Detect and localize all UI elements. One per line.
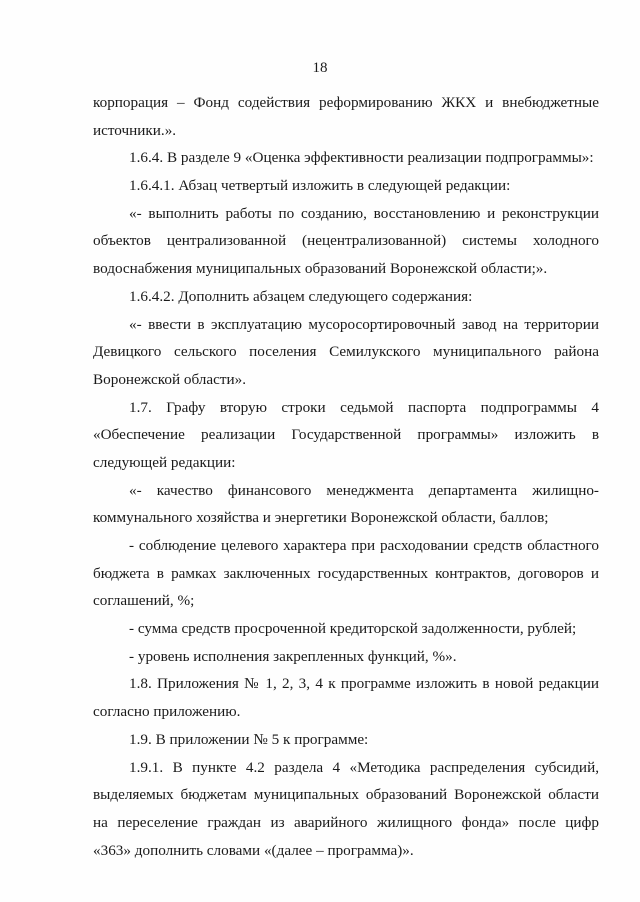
text-line: 1.6.4.1. Абзац четвертый изложить в следующей редакции: — [129, 177, 511, 195]
text-line: - соблюдение целевого характера при расходовании средств областного — [129, 537, 599, 554]
text-line: объектов централизованной (нецентрализованной) системы холодного — [93, 232, 599, 250]
text-line: «Обеспечение реализации Государственной программы» изложить в — [93, 426, 599, 444]
text-line: 1.9. В приложении № 5 к программе: — [129, 730, 369, 748]
text-line: Воронежской области». — [93, 370, 247, 388]
text-line: 1.6.4.2. Дополнить абзацем следующего содержания: — [129, 287, 473, 305]
document-body — [93, 89, 599, 864]
text-line: водоснабжения муниципальных образований Воронежской области;». — [93, 260, 548, 278]
text-line: «- выполнить работы по созданию, восстановлению и реконструкции — [129, 204, 599, 222]
text-line: «363» дополнить словами «(далее – программа)». — [93, 841, 414, 859]
text-line: корпорация – Фонд содействия реформированию ЖКХ и внебюджетные — [93, 94, 599, 111]
page-number: 18 — [312, 60, 328, 76]
text-line: следующей редакции: — [93, 453, 236, 471]
text-line: коммунального хозяйства и энергетики Воронежской области, баллов; — [93, 509, 549, 527]
text-line: «- ввести в эксплуатацию мусоросортировочный завод на территории — [129, 315, 599, 333]
text-line: 1.9.1. В пункте 4.2 раздела 4 «Методика распределения субсидий, — [129, 758, 599, 776]
text-line: - сумма средств просроченной кредиторской задолженности, рублей; — [129, 620, 577, 638]
text-line: на переселение граждан из аварийного жилищного фонда» после цифр — [93, 813, 599, 831]
text-line: источники.». — [93, 121, 177, 139]
text-line: 1.6.4. В разделе 9 «Оценка эффективности реализации подпрограммы»: — [129, 149, 594, 167]
text-line: соглашений, %; — [93, 592, 195, 610]
text-line: - уровень исполнения закрепленных функций, %». — [129, 647, 457, 665]
text-line: Девицкого сельского поселения Семилукского муниципального района — [93, 343, 599, 361]
text-line: согласно приложению. — [93, 703, 241, 721]
text-line: бюджета в рамках заключенных государственных контрактов, договоров и — [93, 564, 599, 582]
text-line: 1.8. Приложения № 1, 2, 3, 4 к программе изложить в новой редакции — [129, 675, 599, 693]
text-line: выделяемых бюджетам муниципальных образований Воронежской области — [93, 786, 599, 804]
text-line: «- качество финансового менеджмента департамента жилищно- — [129, 481, 599, 499]
text-line: 1.7. Графу вторую строки седьмой паспорта подпрограммы 4 — [129, 398, 599, 416]
